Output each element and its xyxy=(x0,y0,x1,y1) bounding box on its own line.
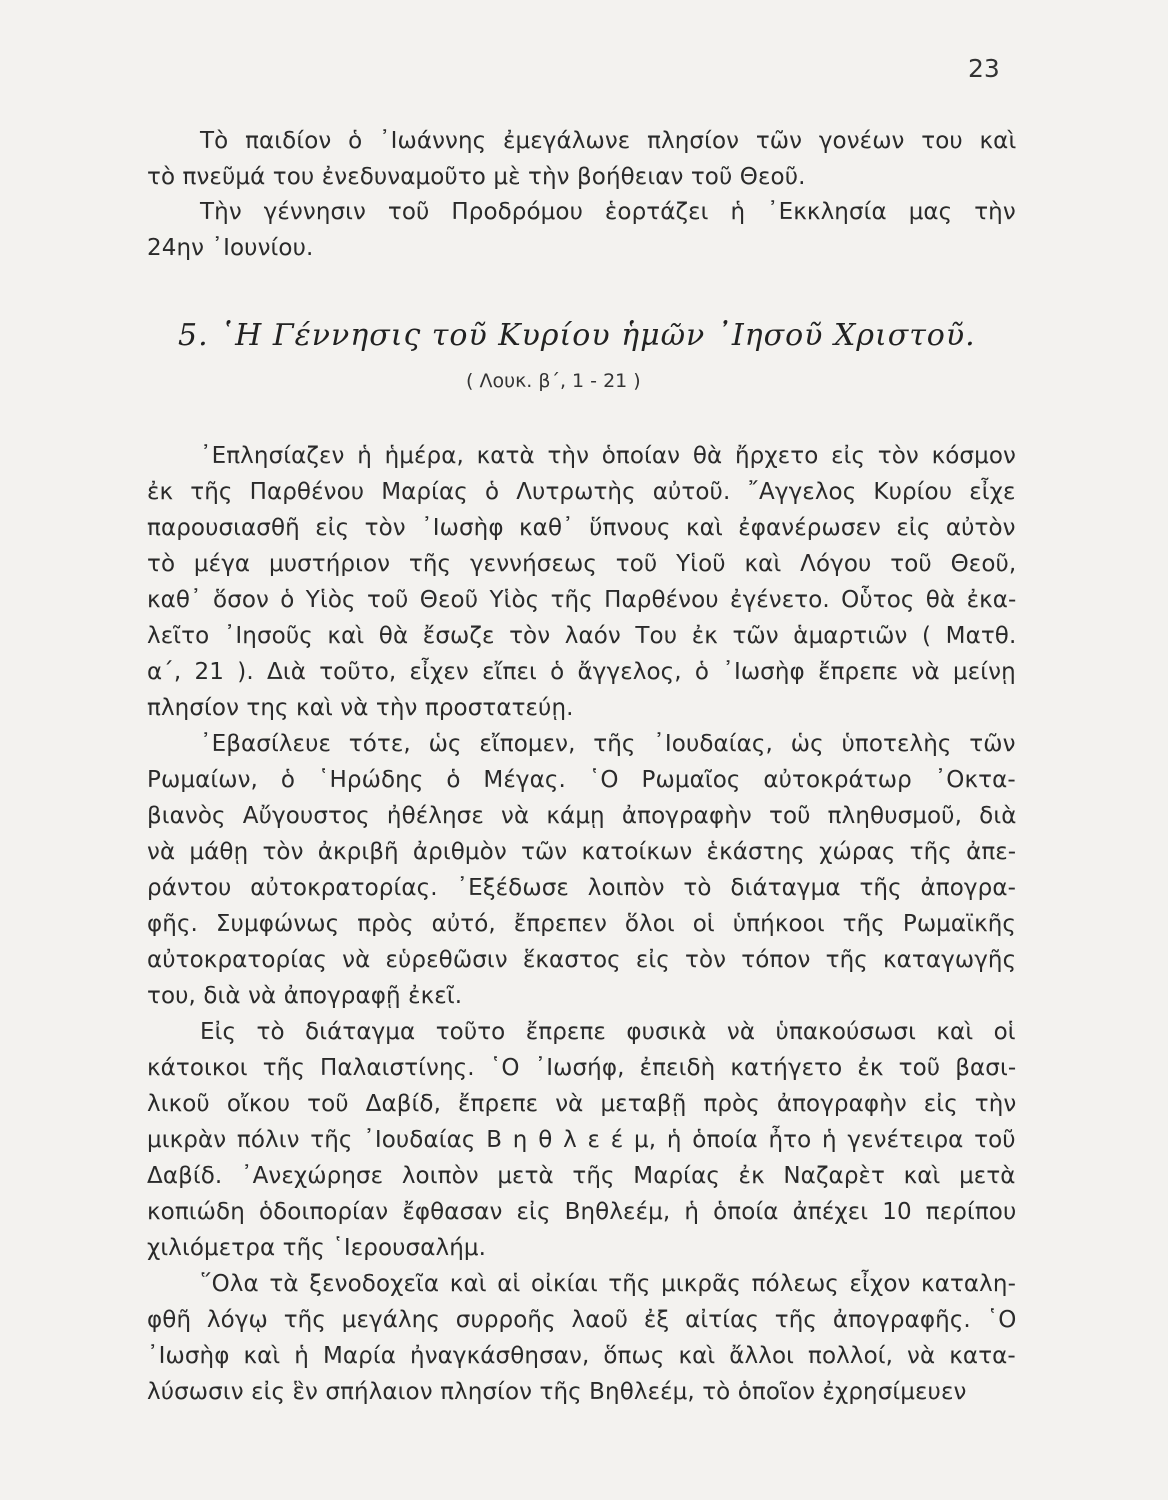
text-line: του, διὰ νὰ ἀπογραφῇ ἐκεῖ. xyxy=(147,983,463,1009)
text-line: Δαβίδ. ᾿Ανεχώρησε λοιπὸν μετὰ τῆς Μαρίας ἐκ Ναζαρὲτ καὶ μετὰ xyxy=(147,1163,1016,1189)
text-line: χιλιόμετρα τῆς ῾Ιερουσαλήμ. xyxy=(147,1235,487,1261)
text-line: ἐκ τῆς Παρθένου Μαρίας ὁ Λυτρωτὴς αὐτοῦ. ῎Αγγελος Κυρίου εἶχε xyxy=(147,479,1016,505)
text-line: ράντου αὐτοκρατορίας. ᾿Εξέδωσε λοιπὸν τὸ διάταγμα τῆς ἀπογρα- xyxy=(147,875,1016,901)
text-line: αὐτοκρατορίας νὰ εὑρεθῶσιν ἕκαστος εἰς τὸν τόπον τῆς καταγωγῆς xyxy=(147,947,1017,973)
text-line: Τὴν γέννησιν τοῦ Προδρόμου ἑορτάζει ἡ ᾿Εκκλησία μας τὴν xyxy=(200,199,1016,225)
text-line: ῞Ολα τὰ ξενοδοχεῖα καὶ αἱ οἰκίαι τῆς μικρᾶς πόλεως εἶχον καταλη- xyxy=(200,1271,1016,1297)
text-line: κοπιώδη ὁδοιπορίαν ἔφθασαν εἰς Βηθλεέμ, ἡ ὁποία ἀπέχει 10 περίπου xyxy=(147,1199,1017,1225)
text-line: βιανὸς Αὔγουστος ἠθέλησε νὰ κάμῃ ἀπογραφὴν τοῦ πληθυσμοῦ, διὰ xyxy=(147,803,1017,829)
text-line: τὸ μέγα μυστήριον τῆς γεννήσεως τοῦ Υἱοῦ καὶ Λόγου τοῦ Θεοῦ, xyxy=(147,551,1017,577)
text-line: τὸ πνεῦμά του ἐνεδυναμοῦτο μὲ τὴν βοήθειαν τοῦ Θεοῦ. xyxy=(147,164,806,190)
text-line: λικοῦ οἴκου τοῦ Δαβίδ, ἔπρεπε νὰ μεταβῇ πρὸς ἀπογραφὴν εἰς τὴν xyxy=(147,1091,1017,1117)
text-line: ᾿Επλησίαζεν ἡ ἡμέρα, κατὰ τὴν ὁποίαν θὰ ἤρχετο εἰς τὸν κόσμον xyxy=(200,443,1016,469)
text-line: καθ᾿ ὅσον ὁ Υἱὸς τοῦ Θεοῦ Υἱὸς τῆς Παρθένου ἐγένετο. Οὗτος θὰ ἐκα- xyxy=(147,587,1017,613)
text-line: α΄, 21 ). Διὰ τοῦτο, εἶχεν εἴπει ὁ ἄγγελος, ὁ ᾿Ιωσὴφ ἔπρεπε νὰ μείνῃ xyxy=(147,659,1016,685)
text-line: φῆς. Συμφώνως πρὸς αὐτό, ἔπρεπεν ὅλοι οἱ ὑπήκοοι τῆς Ρωμαϊκῆς xyxy=(147,911,1016,937)
section-title: 5. ῾Η Γέννησις τοῦ Κυρίου ἡμῶν ᾿Ιησοῦ Χριστοῦ. xyxy=(178,318,976,353)
text-line: παρουσιασθῆ εἰς τὸν ᾿Ιωσὴφ καθ᾿ ὕπνους καὶ ἐφανέρωσεν εἰς αὐτὸν xyxy=(147,515,1016,541)
text-line: λεῖτο ᾿Ιησοῦς καὶ θὰ ἔσωζε τὸν λαόν Του ἐκ τῶν ἁμαρτιῶν ( Ματθ. xyxy=(147,623,1017,649)
scripture-reference: ( Λουκ. β΄, 1 - 21 ) xyxy=(466,370,641,392)
text-line: ᾿Εβασίλευε τότε, ὡς εἴπομεν, τῆς ᾿Ιουδαίας, ὡς ὑποτελὴς τῶν xyxy=(200,731,1016,757)
text-line: κάτοικοι τῆς Παλαιστίνης. ῾Ο ᾿Ιωσήφ, ἐπειδὴ κατήγετο ἐκ τοῦ βασι- xyxy=(147,1055,1017,1081)
text-line: νὰ μάθῃ τὸν ἀκριβῆ ἀριθμὸν τῶν κατοίκων ἑκάστης χώρας τῆς ἀπε- xyxy=(147,839,1017,865)
text-line: πλησίον της καὶ νὰ τὴν προστατεύῃ. xyxy=(147,695,574,721)
text-line: 24ην ᾿Ιουνίου. xyxy=(147,235,314,261)
text-line: λύσωσιν εἰς ἓν σπήλαιον πλησίον τῆς Βηθλεέμ, τὸ ὁποῖον ἐχρησίμευεν xyxy=(147,1379,967,1405)
text-line: μικρὰν πόλιν τῆς ᾿Ιουδαίας Β η θ λ ε έ μ, ἡ ὁποία ἦτο ἡ γενέτειρα τοῦ xyxy=(147,1127,1016,1153)
text-line: Ρωμαίων, ὁ ῾Ηρώδης ὁ Μέγας. ῾Ο Ρωμαῖος αὐτοκράτωρ ᾿Οκτα- xyxy=(147,767,1016,793)
text-line: Τὸ παιδίον ὁ ᾿Ιωάννης ἐμεγάλωνε πλησίον τῶν γονέων του καὶ xyxy=(200,128,1017,154)
text-line: Εἰς τὸ διάταγμα τοῦτο ἔπρεπε φυσικὰ νὰ ὑπακούσωσι καὶ οἱ xyxy=(200,1019,1016,1045)
text-line: φθῆ λόγῳ τῆς μεγάλης συρροῆς λαοῦ ἐξ αἰτίας τῆς ἀπογραφῆς. ῾Ο xyxy=(147,1307,1017,1333)
text-line: ᾿Ιωσὴφ καὶ ἡ Μαρία ἠναγκάσθησαν, ὅπως καὶ ἄλλοι πολλοί, νὰ κατα- xyxy=(147,1343,1016,1369)
page-number: 23 xyxy=(968,54,1000,83)
